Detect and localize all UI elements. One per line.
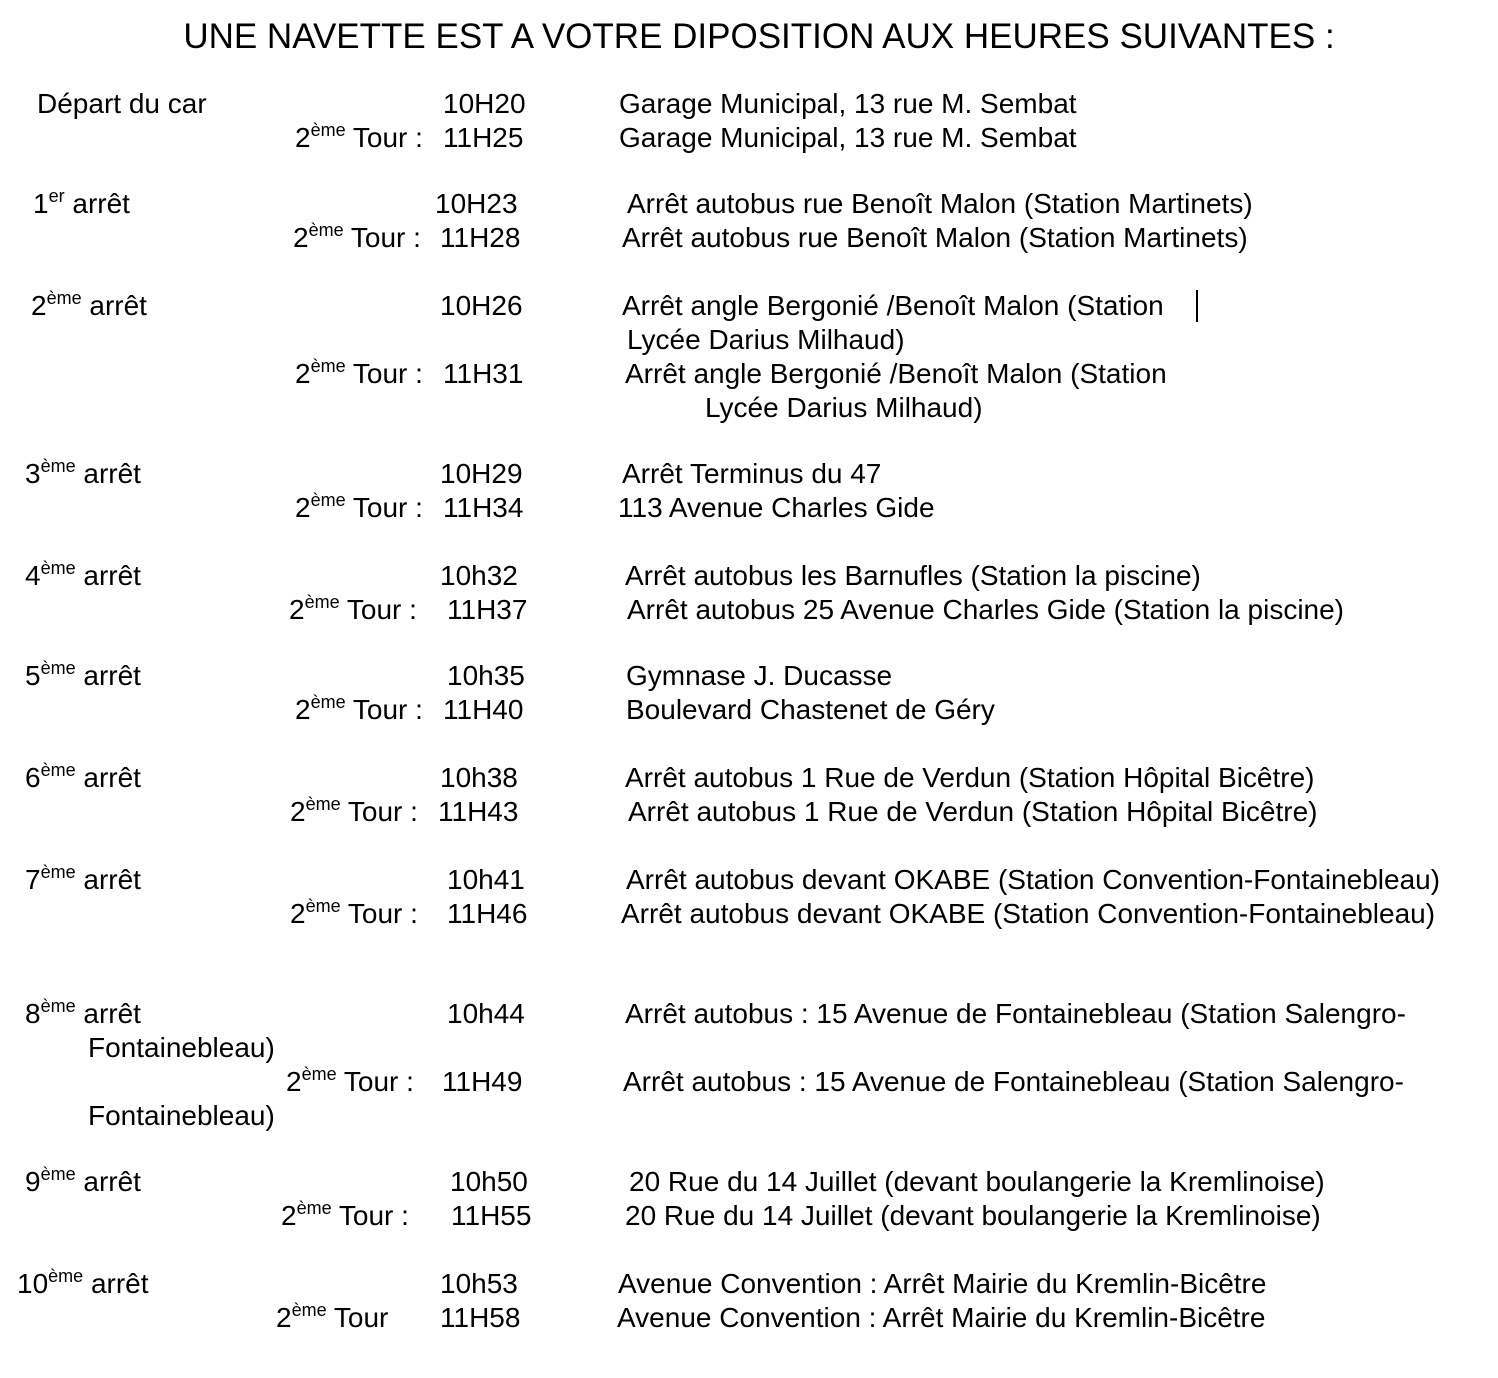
stop-9-place-1: 20 Rue du 14 Juillet (devant boulangerie la Kremlinoise) bbox=[629, 1166, 1325, 1197]
stop-8-place-1-cont: Fontainebleau) bbox=[88, 1032, 275, 1063]
stop-7-time-2: 11H46 bbox=[447, 898, 528, 929]
stop-5-tour-label: 2ème Tour : bbox=[295, 692, 423, 725]
stop-1-tour-label: 2ème Tour : bbox=[293, 220, 421, 253]
depart-time-1: 10H20 bbox=[443, 88, 526, 119]
stop-8-place-2: Arrêt autobus : 15 Avenue de Fontainebleau (Station Salengro- bbox=[623, 1066, 1404, 1097]
stop-5-time-1: 10h35 bbox=[447, 660, 525, 691]
stop-4-place-1: Arrêt autobus les Barnufles (Station la piscine) bbox=[625, 560, 1201, 591]
stop-10-time-2: 11H58 bbox=[440, 1302, 521, 1333]
page-title: UNE NAVETTE EST A VOTRE DIPOSITION AUX HEURES SUIVANTES : bbox=[183, 17, 1335, 56]
stop-6-label: 6ème arrêt bbox=[25, 760, 141, 793]
stop-9-time-1: 10h50 bbox=[450, 1166, 528, 1197]
stop-2-tour-label: 2ème Tour : bbox=[295, 356, 423, 389]
stop-6-place-2: Arrêt autobus 1 Rue de Verdun (Station Hôpital Bicêtre) bbox=[628, 796, 1318, 827]
stop-8-place-1: Arrêt autobus : 15 Avenue de Fontainebleau (Station Salengro- bbox=[625, 998, 1406, 1029]
stop-2-time-1: 10H26 bbox=[440, 290, 523, 321]
stop-3-place-2: 113 Avenue Charles Gide bbox=[618, 492, 935, 523]
stop-7-place-1: Arrêt autobus devant OKABE (Station Convention-Fontainebleau) bbox=[626, 864, 1441, 895]
stop-3-place-1: Arrêt Terminus du 47 bbox=[622, 458, 882, 489]
stop-9-time-2: 11H55 bbox=[451, 1200, 532, 1231]
stop-8-label: 8ème arrêt bbox=[25, 996, 141, 1029]
stop-2-place-1-cont: Lycée Darius Milhaud) bbox=[627, 324, 905, 355]
stop-3-tour-label: 2ème Tour : bbox=[295, 490, 423, 523]
stop-1-label: 1er arrêt bbox=[33, 186, 130, 219]
stop-6-place-1: Arrêt autobus 1 Rue de Verdun (Station Hôpital Bicêtre) bbox=[625, 762, 1315, 793]
stop-8-tour-label: 2ème Tour : bbox=[286, 1064, 414, 1097]
stop-3-time-1: 10H29 bbox=[440, 458, 523, 489]
stop-1-time-2: 11H28 bbox=[440, 222, 521, 253]
stop-10-place-1: Avenue Convention : Arrêt Mairie du Kremlin-Bicêtre bbox=[618, 1268, 1267, 1299]
stop-6-time-2: 11H43 bbox=[438, 796, 519, 827]
stop-10-label: 10ème arrêt bbox=[17, 1266, 149, 1299]
stop-5-place-1: Gymnase J. Ducasse bbox=[626, 660, 893, 691]
depart-tour-label: 2ème Tour : bbox=[295, 120, 423, 153]
stop-7-label: 7ème arrêt bbox=[25, 862, 141, 895]
depart-label: Départ du car bbox=[37, 88, 207, 119]
stop-7-time-1: 10h41 bbox=[447, 864, 525, 895]
stop-10-time-1: 10h53 bbox=[440, 1268, 518, 1299]
stop-9-label: 9ème arrêt bbox=[25, 1164, 141, 1197]
stop-6-tour-label: 2ème Tour : bbox=[290, 794, 418, 827]
stop-2-place-1: Arrêt angle Bergonié /Benoît Malon (Station bbox=[622, 290, 1164, 321]
stop-4-place-2: Arrêt autobus 25 Avenue Charles Gide (Station la piscine) bbox=[627, 594, 1345, 625]
stop-5-label: 5ème arrêt bbox=[25, 658, 141, 691]
stop-7-tour-label: 2ème Tour : bbox=[290, 896, 418, 929]
stop-3-time-2: 11H34 bbox=[443, 492, 524, 523]
stop-6-time-1: 10h38 bbox=[440, 762, 518, 793]
stop-2-place-2: Arrêt angle Bergonié /Benoît Malon (Station bbox=[625, 358, 1167, 389]
stop-2-label: 2ème arrêt bbox=[31, 288, 147, 321]
depart-place-2: Garage Municipal, 13 rue M. Sembat bbox=[619, 122, 1077, 153]
stop-2-time-2: 11H31 bbox=[443, 358, 524, 389]
stop-9-tour-label: 2ème Tour : bbox=[281, 1198, 409, 1231]
stop-9-place-2: 20 Rue du 14 Juillet (devant boulangerie la Kremlinoise) bbox=[625, 1200, 1321, 1231]
stop-1-place-1: Arrêt autobus rue Benoît Malon (Station Martinets) bbox=[627, 188, 1253, 219]
stop-8-time-1: 10h44 bbox=[447, 998, 525, 1029]
stop-10-place-2: Avenue Convention : Arrêt Mairie du Kremlin-Bicêtre bbox=[617, 1302, 1266, 1333]
stop-5-time-2: 11H40 bbox=[443, 694, 524, 725]
stop-2-place-2-cont: Lycée Darius Milhaud) bbox=[705, 392, 983, 423]
stop-4-tour-label: 2ème Tour : bbox=[289, 592, 417, 625]
stop-5-place-2: Boulevard Chastenet de Géry bbox=[626, 694, 995, 725]
stop-1-place-2: Arrêt autobus rue Benoît Malon (Station Martinets) bbox=[622, 222, 1248, 253]
stop-4-time-2: 11H37 bbox=[447, 594, 528, 625]
stop-1-time-1: 10H23 bbox=[435, 188, 518, 219]
stop-10-tour-label: 2ème Tour bbox=[276, 1300, 389, 1333]
text-cursor bbox=[1196, 290, 1198, 322]
stop-7-place-2: Arrêt autobus devant OKABE (Station Convention-Fontainebleau) bbox=[621, 898, 1436, 929]
stop-4-time-1: 10h32 bbox=[440, 560, 518, 591]
stop-8-time-2: 11H49 bbox=[442, 1066, 523, 1097]
depart-time-2: 11H25 bbox=[443, 122, 524, 153]
stop-3-label: 3ème arrêt bbox=[25, 456, 141, 489]
stop-8-place-2-cont: Fontainebleau) bbox=[88, 1100, 275, 1131]
depart-place-1: Garage Municipal, 13 rue M. Sembat bbox=[619, 88, 1077, 119]
stop-4-label: 4ème arrêt bbox=[25, 558, 141, 591]
